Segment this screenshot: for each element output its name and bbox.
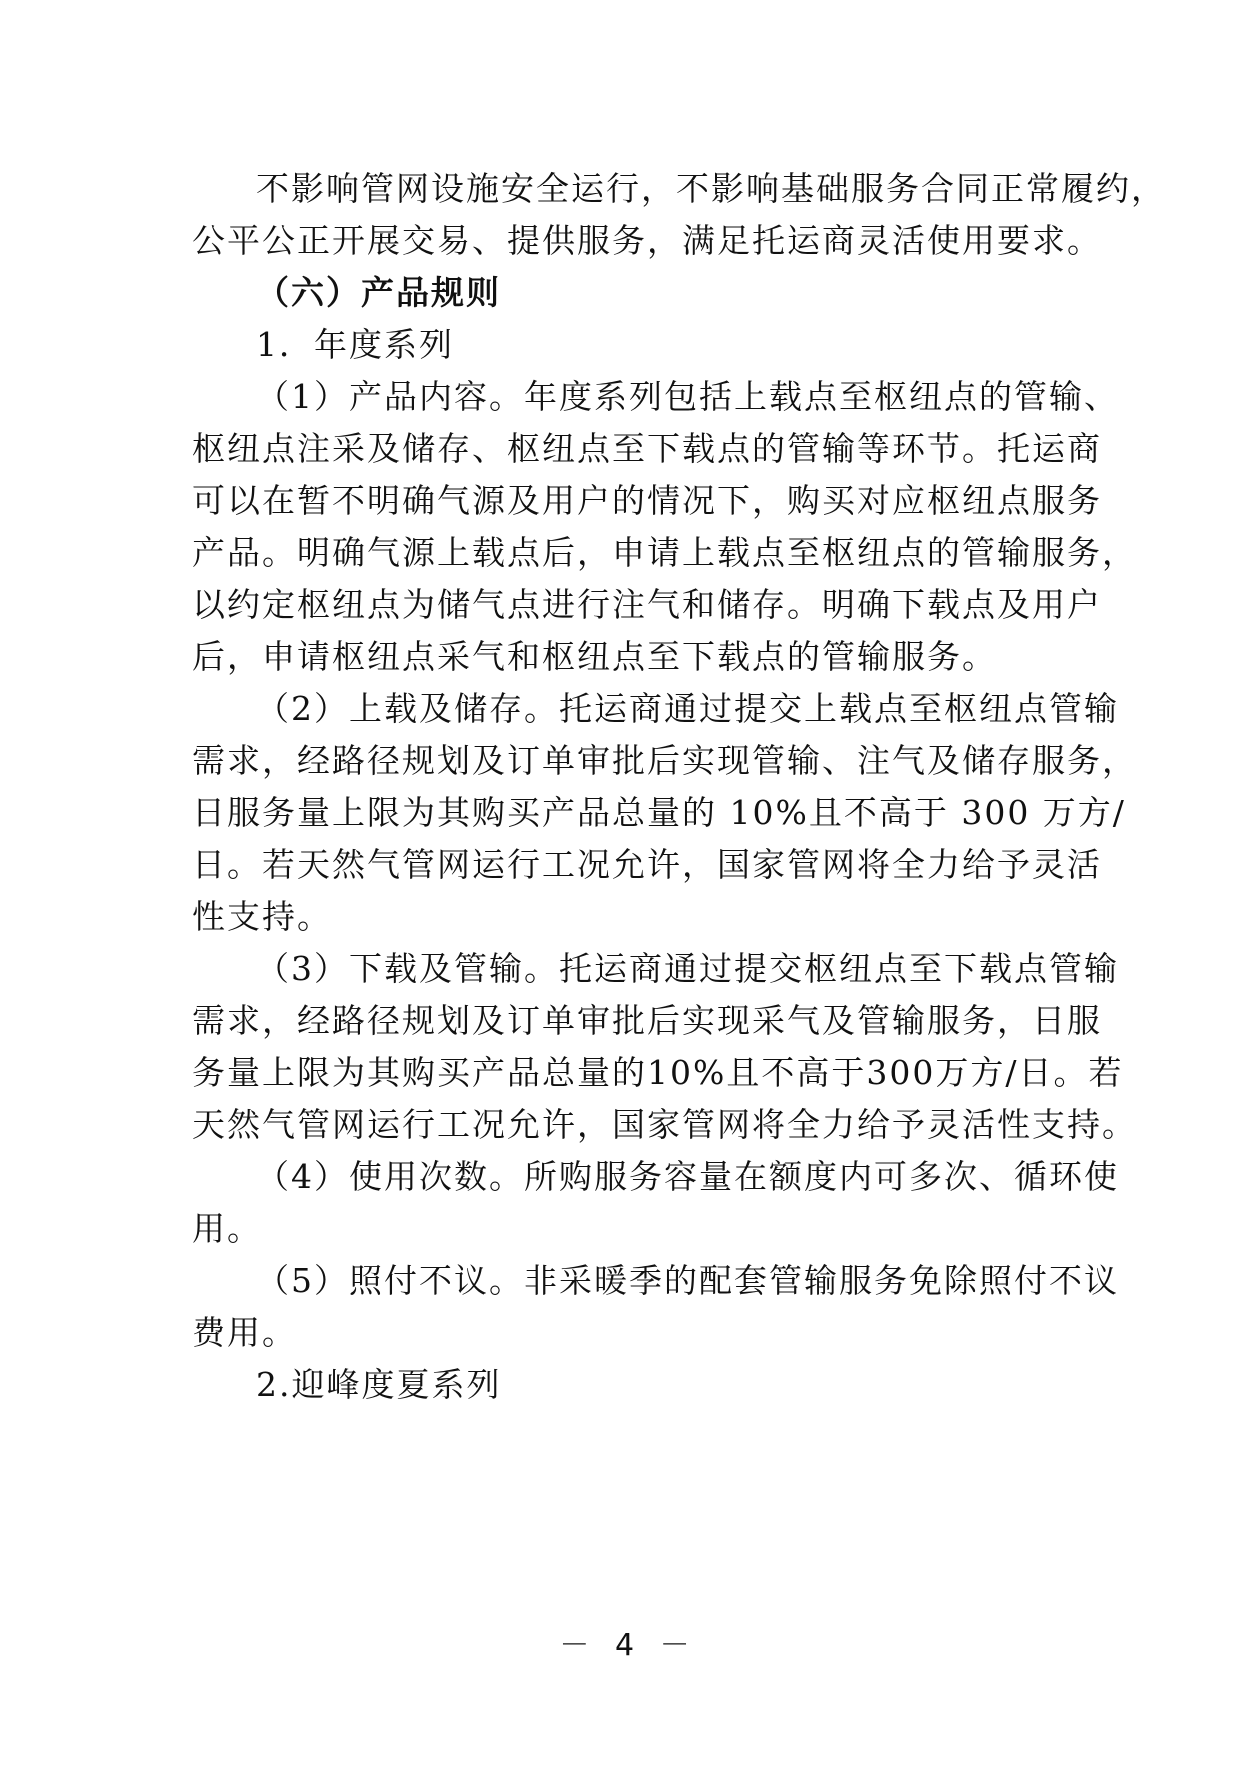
paragraph-line: （1）产品内容。年度系列包括上载点至枢纽点的管输、 <box>256 377 1119 416</box>
paragraph-line: 费用。 <box>192 1313 297 1352</box>
paragraph-line: （5）照付不议。非采暖季的配套管输服务免除照付不议 <box>256 1261 1119 1300</box>
subsection-heading: 1．年度系列 <box>256 325 454 364</box>
section-heading: （六）产品规则 <box>256 273 501 312</box>
paragraph-line: 枢纽点注采及储存、枢纽点至下载点的管输等环节。托运商 <box>192 429 1102 468</box>
paragraph-line: 需求，经路径规划及订单审批后实现采气及管输服务，日服 <box>192 1001 1102 1040</box>
paragraph-line: （4）使用次数。所购服务容量在额度内可多次、循环使 <box>256 1157 1119 1196</box>
paragraph-line: 性支持。 <box>192 897 332 936</box>
paragraph-line: 日。若天然气管网运行工况允许，国家管网将全力给予灵活 <box>192 845 1102 884</box>
paragraph-line: 公平公正开展交易、提供服务，满足托运商灵活使用要求。 <box>192 221 1102 260</box>
paragraph-line: 后，申请枢纽点采气和枢纽点至下载点的管输服务。 <box>192 637 997 676</box>
paragraph-line: 以约定枢纽点为储气点进行注气和储存。明确下载点及用户 <box>192 585 1102 624</box>
paragraph-line: 产品。明确气源上载点后，申请上载点至枢纽点的管输服务， <box>192 533 1137 572</box>
paragraph-line: 可以在暂不明确气源及用户的情况下，购买对应枢纽点服务 <box>192 481 1102 520</box>
paragraph-line: 天然气管网运行工况允许，国家管网将全力给予灵活性支持。 <box>192 1105 1137 1144</box>
page-number: － 4 － <box>559 1628 698 1663</box>
paragraph-line: 用。 <box>192 1209 262 1248</box>
paragraph-line: 务量上限为其购买产品总量的10%且不高于300万方/日。若 <box>192 1053 1124 1092</box>
paragraph-line: 需求，经路径规划及订单审批后实现管输、注气及储存服务， <box>192 741 1137 780</box>
paragraph-line: 日服务量上限为其购买产品总量的 10%且不高于 300 万方/ <box>192 793 1126 832</box>
paragraph-line: （3）下载及管输。托运商通过提交枢纽点至下载点管输 <box>256 949 1119 988</box>
paragraph-line: 不影响管网设施安全运行，不影响基础服务合同正常履约， <box>256 169 1166 208</box>
paragraph-line: （2）上载及储存。托运商通过提交上载点至枢纽点管输 <box>256 689 1119 728</box>
subsection-heading: 2.迎峰度夏系列 <box>256 1365 502 1404</box>
